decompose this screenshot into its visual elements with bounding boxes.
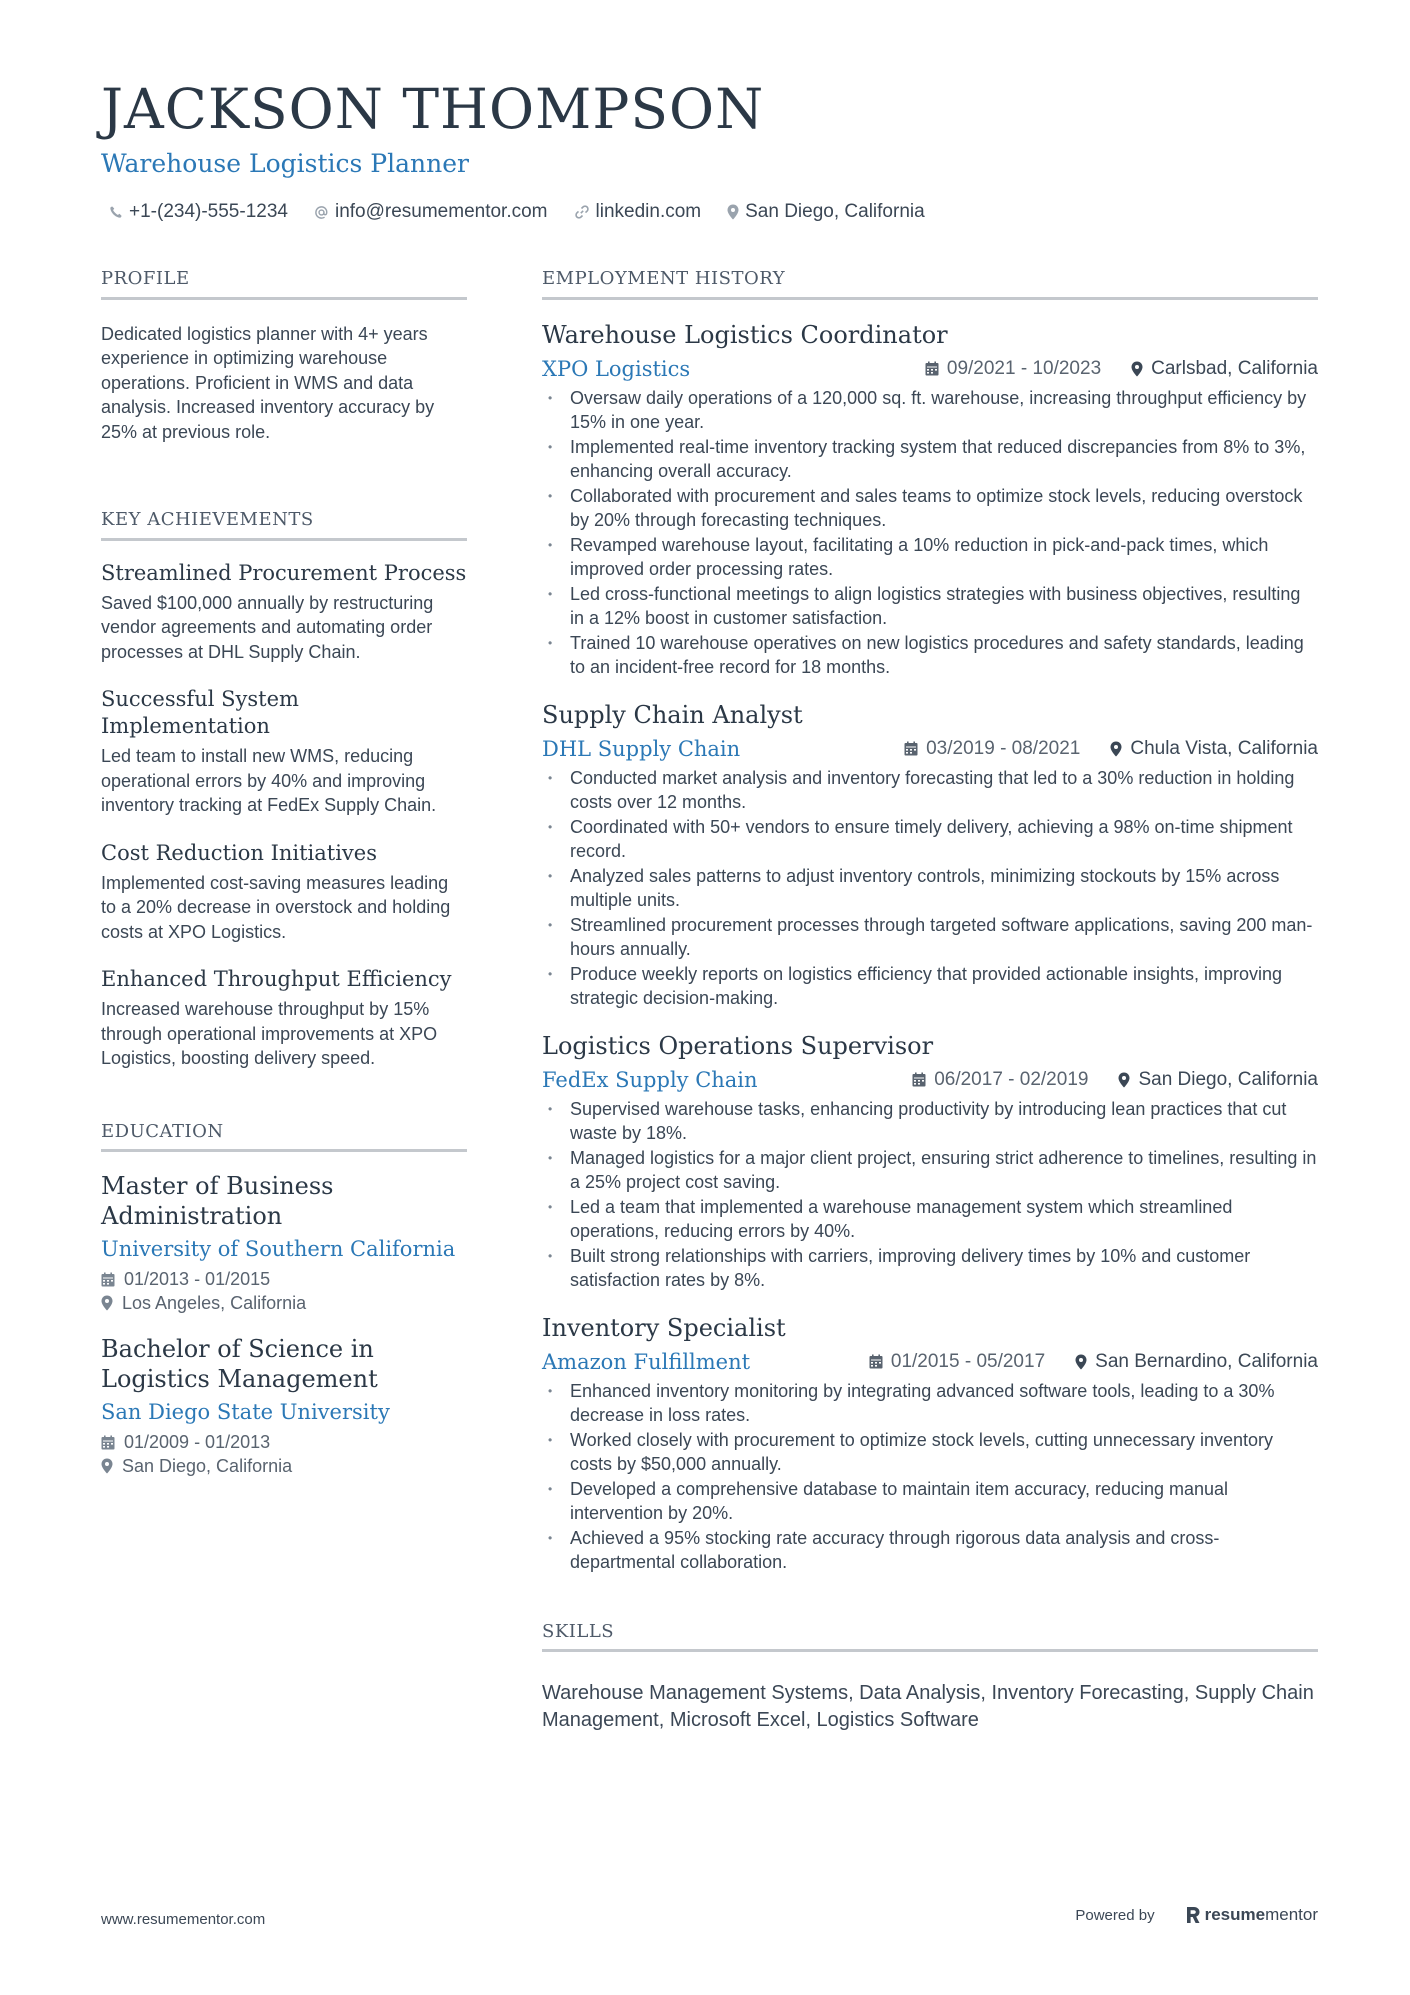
achievement-item bbox=[101, 966, 467, 1071]
achievements-heading: KEY ACHIEVEMENTS bbox=[101, 509, 467, 541]
job-dates bbox=[869, 1351, 1045, 1373]
job-meta-row bbox=[542, 735, 1318, 763]
job-dates-text: 01/2015 - 05/2017 bbox=[890, 1350, 1046, 1372]
achievement-item bbox=[101, 686, 467, 818]
job-meta bbox=[925, 358, 1318, 380]
job-bullet: • Implemented real-time inventory tracking system that reduced discrepancies from 8% to 3%, enhancing overall accuracy. bbox=[542, 435, 1318, 484]
job-dates bbox=[925, 358, 1101, 380]
calendar-icon bbox=[904, 741, 918, 756]
job-dates-text: 09/2021 - 10/2023 bbox=[946, 357, 1102, 379]
calendar-icon bbox=[101, 1435, 115, 1450]
education-school: University of Southern California bbox=[101, 1237, 456, 1262]
linkedin-text: linkedin.com bbox=[595, 201, 702, 222]
employment-heading: EMPLOYMENT HISTORY bbox=[542, 268, 1318, 300]
achievement-text: Implemented cost-saving measures leading to a 20% decrease in overstock and holding costs at XPO Logistics. bbox=[101, 872, 451, 942]
job-bullet: • Worked closely with procurement to optimize stock levels, cutting unnecessary inventory costs by $50,000 annually. bbox=[542, 1428, 1318, 1477]
calendar-icon bbox=[925, 361, 939, 376]
phone-icon bbox=[109, 205, 123, 219]
resumementor-logo-icon bbox=[1185, 1905, 1201, 1925]
job-meta-row bbox=[542, 355, 1318, 383]
map-pin-icon bbox=[101, 1295, 113, 1311]
map-pin-icon bbox=[101, 1458, 113, 1474]
job-bullet: • Produce weekly reports on logistics efficiency that provided actionable insights, improving strategic decision-making. bbox=[542, 962, 1318, 1011]
brand-name-bold: resume bbox=[1204, 1905, 1266, 1924]
job-bullet: • Enhanced inventory monitoring by integrating advanced software tools, leading to a 30% decrease in loss rates. bbox=[542, 1379, 1318, 1428]
map-pin-icon bbox=[1110, 741, 1122, 757]
job-dates bbox=[904, 738, 1080, 760]
job-bullet: • Built strong relationships with carriers, improving delivery times by 10% and customer satisfaction rates by 8%. bbox=[542, 1244, 1318, 1293]
education-location bbox=[101, 1454, 467, 1478]
map-pin-icon bbox=[1075, 1354, 1087, 1370]
contact-email[interactable] bbox=[314, 201, 548, 223]
job-title-headline: Warehouse Logistics Planner bbox=[101, 149, 469, 178]
achievement-title: Successful System Implementation bbox=[101, 687, 299, 739]
job-location-text: Chula Vista, California bbox=[1130, 737, 1318, 759]
education-dates bbox=[101, 1430, 467, 1454]
education-heading: EDUCATION bbox=[101, 1121, 467, 1153]
achievement-text: Led team to install new WMS, reducing operational errors by 40% and improving inventory tracking at FedEx Supply Chain. bbox=[101, 746, 437, 816]
job-location-text: San Bernardino, California bbox=[1095, 1350, 1318, 1372]
job-meta-row bbox=[542, 1066, 1318, 1094]
achievement-item bbox=[101, 840, 467, 945]
job-bullets bbox=[542, 1097, 1318, 1293]
job-bullet: • Analyzed sales patterns to adjust inventory controls, minimizing stockouts by 15% across multiple units. bbox=[542, 864, 1318, 913]
job-location bbox=[1131, 358, 1318, 380]
footer-brand bbox=[1075, 1905, 1318, 1925]
job-company: FedEx Supply Chain bbox=[542, 1067, 758, 1092]
job-dates-text: 03/2019 - 08/2021 bbox=[926, 737, 1081, 759]
job-title: Supply Chain Analyst bbox=[542, 700, 803, 729]
contact-bar bbox=[109, 201, 951, 223]
education-degree: Master of Business Administration bbox=[101, 1172, 334, 1231]
map-pin-icon bbox=[1131, 361, 1143, 377]
job-title: Inventory Specialist bbox=[542, 1313, 786, 1342]
job-location bbox=[1110, 738, 1318, 760]
job-title: Warehouse Logistics Coordinator bbox=[542, 320, 948, 349]
calendar-icon bbox=[101, 1272, 115, 1287]
achievement-title: Streamlined Procurement Process bbox=[101, 560, 467, 585]
job-entry bbox=[542, 1031, 1318, 1293]
achievement-item bbox=[101, 560, 467, 665]
job-bullet: • Developed a comprehensive database to maintain item accuracy, reducing manual intervention by 20%. bbox=[542, 1477, 1318, 1526]
achievements-list bbox=[101, 560, 467, 1071]
skills-text: Warehouse Management Systems, Data Analysis, Inventory Forecasting, Supply Chain Management, Microsoft Excel, Logistics Software bbox=[542, 1682, 1314, 1732]
profile-text: Dedicated logistics planner with 4+ years experience in optimizing warehouse operations. Proficient in WMS and data analysis. Increased inventory accuracy by 25% at previous role. bbox=[101, 323, 435, 442]
candidate-name: JACKSON THOMPSON bbox=[101, 77, 765, 141]
job-bullet: • Managed logistics for a major client project, ensuring strict adherence to timelines, resulting in a 25% project cost saving. bbox=[542, 1146, 1318, 1195]
job-location bbox=[1118, 1069, 1318, 1091]
job-bullet: • Streamlined procurement processes through targeted software applications, saving 200 man-hours annually. bbox=[542, 913, 1318, 962]
job-bullets bbox=[542, 386, 1318, 680]
job-bullet: • Led a team that implemented a warehouse management system which streamlined operations, reducing errors by 40%. bbox=[542, 1195, 1318, 1244]
job-bullet: • Collaborated with procurement and sales teams to optimize stock levels, reducing overstock by 20% through forecasting techniques. bbox=[542, 484, 1318, 533]
map-pin-icon bbox=[1118, 1072, 1130, 1088]
job-dates-text: 06/2017 - 02/2019 bbox=[934, 1068, 1089, 1090]
job-bullet: • Coordinated with 50+ vendors to ensure timely delivery, achieving a 98% on-time shipment record. bbox=[542, 815, 1318, 864]
job-meta bbox=[912, 1069, 1318, 1091]
contact-phone[interactable] bbox=[109, 201, 288, 223]
job-bullet: • Oversaw daily operations of a 120,000 sq. ft. warehouse, increasing throughput efficiency by 15% in one year. bbox=[542, 386, 1318, 435]
job-entry bbox=[542, 1313, 1318, 1575]
calendar-icon bbox=[869, 1354, 883, 1369]
powered-by-label: Powered by bbox=[1075, 1906, 1155, 1924]
job-entry bbox=[542, 700, 1318, 1011]
at-icon bbox=[314, 205, 329, 220]
phone-text: +1-(234)-555-1234 bbox=[129, 201, 288, 222]
contact-linkedin[interactable] bbox=[574, 201, 702, 223]
job-company: DHL Supply Chain bbox=[542, 736, 741, 761]
brand-name bbox=[1205, 1905, 1318, 1925]
education-dates-text: 01/2013 - 01/2015 bbox=[124, 1269, 271, 1290]
achievement-text: Increased warehouse throughput by 15% through operational improvements at XPO Logistics, boosting delivery speed. bbox=[101, 999, 438, 1069]
footer-url[interactable]: www.resumementor.com bbox=[101, 1911, 266, 1928]
brand-name-light: mentor bbox=[1265, 1905, 1318, 1924]
job-location-text: San Diego, California bbox=[1138, 1068, 1318, 1090]
job-bullet: • Achieved a 95% stocking rate accuracy through rigorous data analysis and cross-departmental collaboration. bbox=[542, 1526, 1318, 1575]
job-title: Logistics Operations Supervisor bbox=[542, 1031, 934, 1060]
job-location bbox=[1075, 1351, 1318, 1373]
brand-logo[interactable] bbox=[1185, 1905, 1318, 1925]
job-entry bbox=[542, 320, 1318, 680]
achievement-title: Cost Reduction Initiatives bbox=[101, 840, 378, 865]
education-dates-text: 01/2009 - 01/2013 bbox=[124, 1432, 271, 1453]
job-meta bbox=[869, 1351, 1318, 1373]
job-bullets bbox=[542, 1379, 1318, 1575]
job-dates bbox=[912, 1069, 1088, 1091]
job-bullet: • Supervised warehouse tasks, enhancing productivity by introducing lean practices that cut waste by 18%. bbox=[542, 1097, 1318, 1146]
job-company: Amazon Fulfillment bbox=[542, 1349, 751, 1374]
map-pin-icon bbox=[727, 204, 739, 220]
calendar-icon bbox=[912, 1072, 926, 1087]
link-icon bbox=[574, 204, 590, 220]
education-degree: Bachelor of Science in Logistics Management bbox=[101, 1335, 378, 1394]
job-bullet: • Conducted market analysis and inventory forecasting that led to a 30% reduction in holding costs over 12 months. bbox=[542, 766, 1318, 815]
email-text: info@resumementor.com bbox=[334, 201, 548, 222]
job-bullets bbox=[542, 766, 1318, 1011]
location-text: San Diego, California bbox=[745, 201, 925, 222]
achievement-title: Enhanced Throughput Efficiency bbox=[101, 967, 452, 992]
job-meta-row bbox=[542, 1348, 1318, 1376]
job-bullet: • Revamped warehouse layout, facilitating a 10% reduction in pick-and-pack times, which improved order processing rates. bbox=[542, 533, 1318, 582]
job-bullet: • Trained 10 warehouse operatives on new logistics procedures and safety standards, leading to an incident-free record for 18 months. bbox=[542, 631, 1318, 680]
achievement-text: Saved $100,000 annually by restructuring vendor agreements and automating order processes at DHL Supply Chain. bbox=[101, 592, 434, 662]
skills-heading: SKILLS bbox=[542, 1621, 1318, 1653]
right-column bbox=[542, 268, 1318, 1734]
profile-heading: PROFILE bbox=[101, 268, 467, 300]
job-location-text: Carlsbad, California bbox=[1151, 357, 1318, 379]
contact-location bbox=[727, 201, 925, 223]
education-location-text: San Diego, California bbox=[122, 1456, 293, 1477]
education-item bbox=[101, 1334, 467, 1478]
job-bullet: • Led cross-functional meetings to align logistics strategies with business objectives, resulting in a 12% boost in customer satisfaction. bbox=[542, 582, 1318, 631]
job-meta bbox=[904, 738, 1318, 760]
education-school: San Diego State University bbox=[101, 1400, 390, 1425]
education-location bbox=[101, 1291, 467, 1315]
education-dates bbox=[101, 1267, 467, 1291]
education-location-text: Los Angeles, California bbox=[122, 1293, 307, 1314]
left-column bbox=[101, 268, 467, 1478]
education-item bbox=[101, 1171, 467, 1315]
job-company: XPO Logistics bbox=[542, 356, 691, 381]
